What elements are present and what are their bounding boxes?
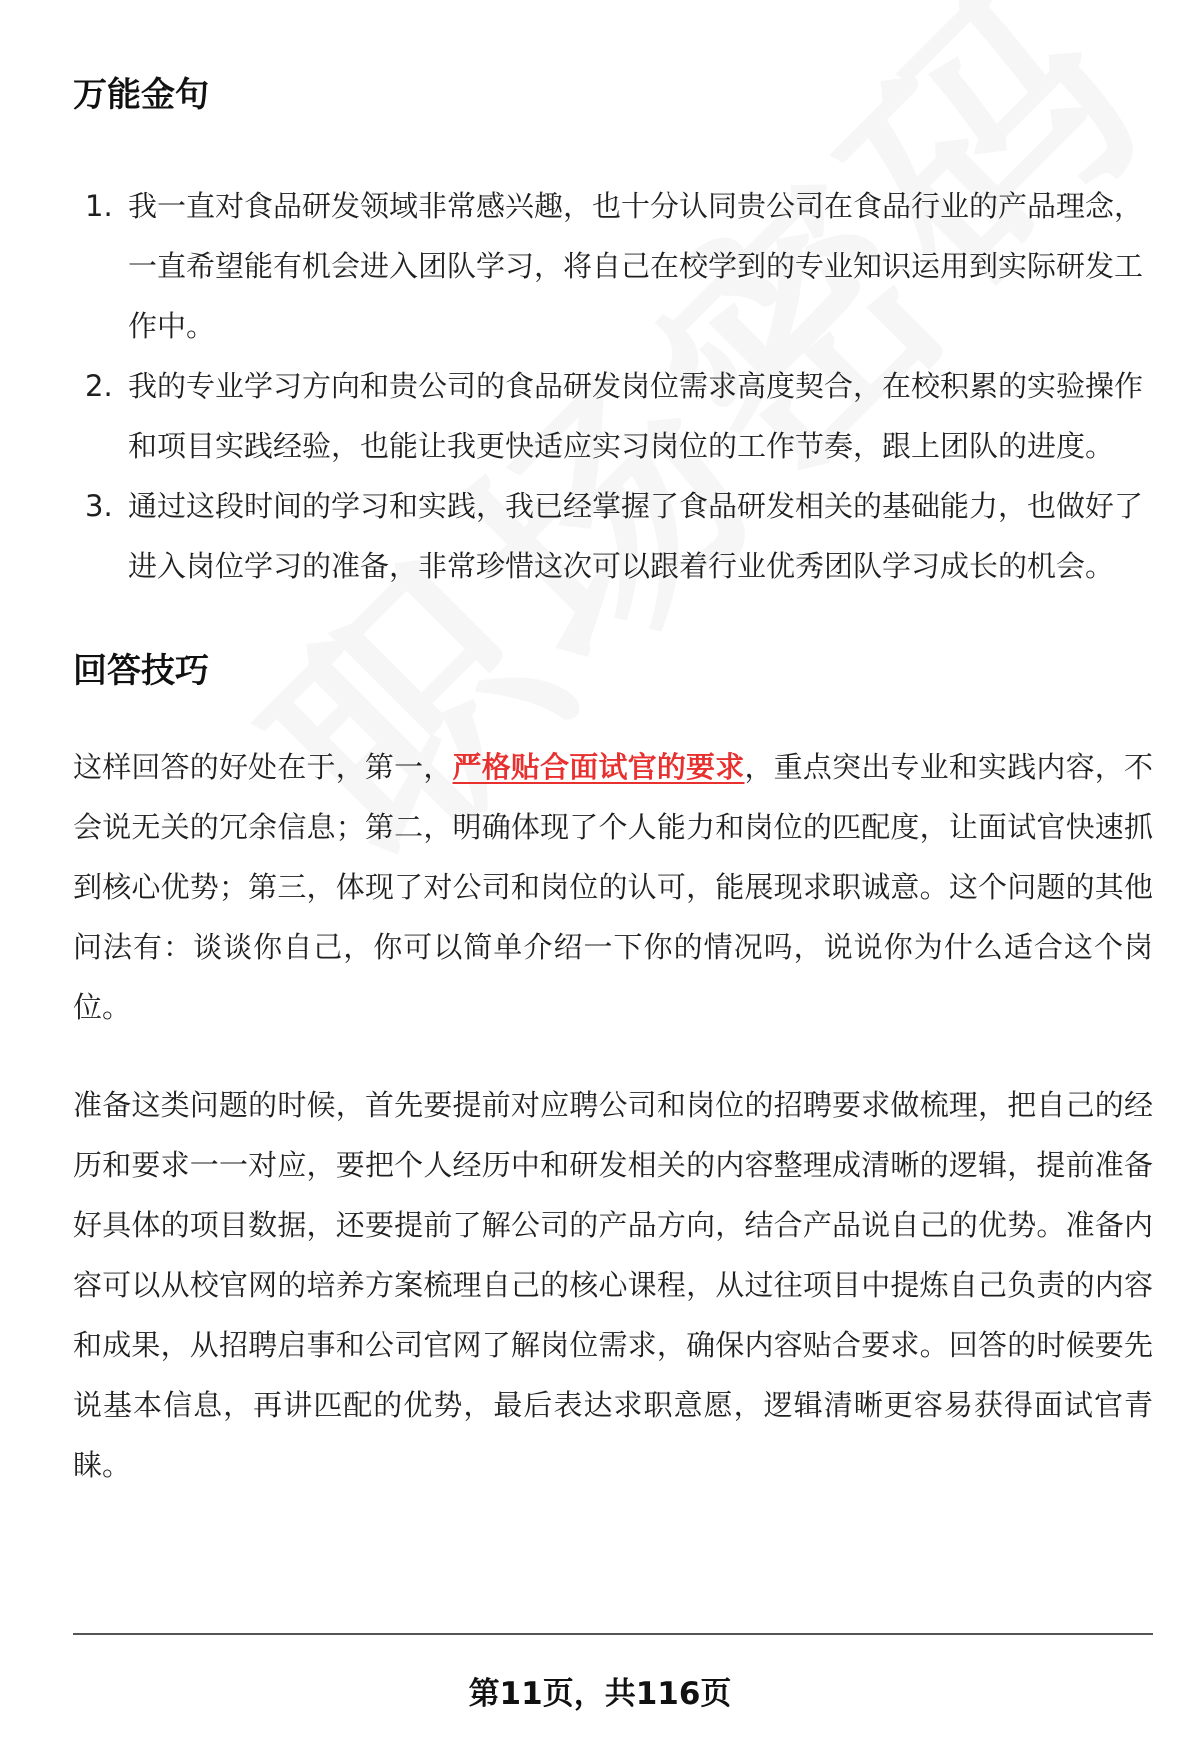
list-item-number: 3. bbox=[85, 488, 113, 523]
list-item bbox=[73, 176, 1153, 356]
list-item bbox=[73, 356, 1153, 476]
tips-paragraph-1-start: 这样回答的好处在于，第一， bbox=[73, 749, 453, 784]
golden-sentences-list bbox=[73, 176, 1153, 596]
section-heading-answer-tips: 回答技巧 bbox=[73, 650, 209, 691]
page-content bbox=[73, 60, 1153, 1495]
list-item-number: 2. bbox=[85, 368, 113, 403]
list-item bbox=[73, 476, 1153, 596]
page-number: 第11页，共116页 bbox=[468, 1676, 732, 1712]
list-item-text: 我一直对食品研发领域非常感兴趣，也十分认同贵公司在食品行业的产品理念，一直希望能有机会进入团队学习，将自己在校学到的专业知识运用到实际研发工作中。 bbox=[128, 188, 1144, 343]
list-item-text: 通过这段时间的学习和实践，我已经掌握了食品研发相关的基础能力，也做好了进入岗位学习的准备，非常珍惜这次可以跟着行业优秀团队学习成长的机会。 bbox=[128, 488, 1144, 583]
footer-divider bbox=[73, 1633, 1153, 1635]
list-item-number: 1. bbox=[85, 188, 113, 223]
section-heading-golden-sentences: 万能金句 bbox=[73, 75, 209, 115]
tips-paragraph-1 bbox=[73, 737, 1153, 1037]
tips-paragraph-2: 准备这类问题的时候，首先要提前对应聘公司和岗位的招聘要求做梳理，把自己的经历和要求一一对应，要把个人经历中和研发相关的内容整理成清晰的逻辑，提前准备好具体的项目数据，还要提前了解公司的产品方向，结合产品说自己的优势。准备内容可以从校官网的培养方案梳理自己的核心课程，从过往项目中提炼自己负责的内容和成果，从招聘启事和公司官网了解岗位需求，确保内容贴合要求。回答的时候要先说基本信息，再讲匹配的优势，最后表达求职意愿，逻辑清晰更容易获得面试官青睐。 bbox=[73, 1087, 1153, 1482]
tips-paragraph-1-rest: ，重点突出专业和实践内容，不会说无关的冗余信息；第二，明确体现了个人能力和岗位的匹配度，让面试官快速抓到核心优势；第三，体现了对公司和岗位的认可，能展现求职诚意。这个问题的其他问法有：谈谈你自己，你可以简单介绍一下你的情况吗，说说你为什么适合这个岗位。 bbox=[73, 749, 1153, 1024]
list-item-text: 我的专业学习方向和贵公司的食品研发岗位需求高度契合，在校积累的实验操作和项目实践经验，也能让我更快适应实习岗位的工作节奏，跟上团队的进度。 bbox=[128, 368, 1144, 463]
emphasized-phrase: 严格贴合面试官的要求 bbox=[452, 749, 745, 784]
